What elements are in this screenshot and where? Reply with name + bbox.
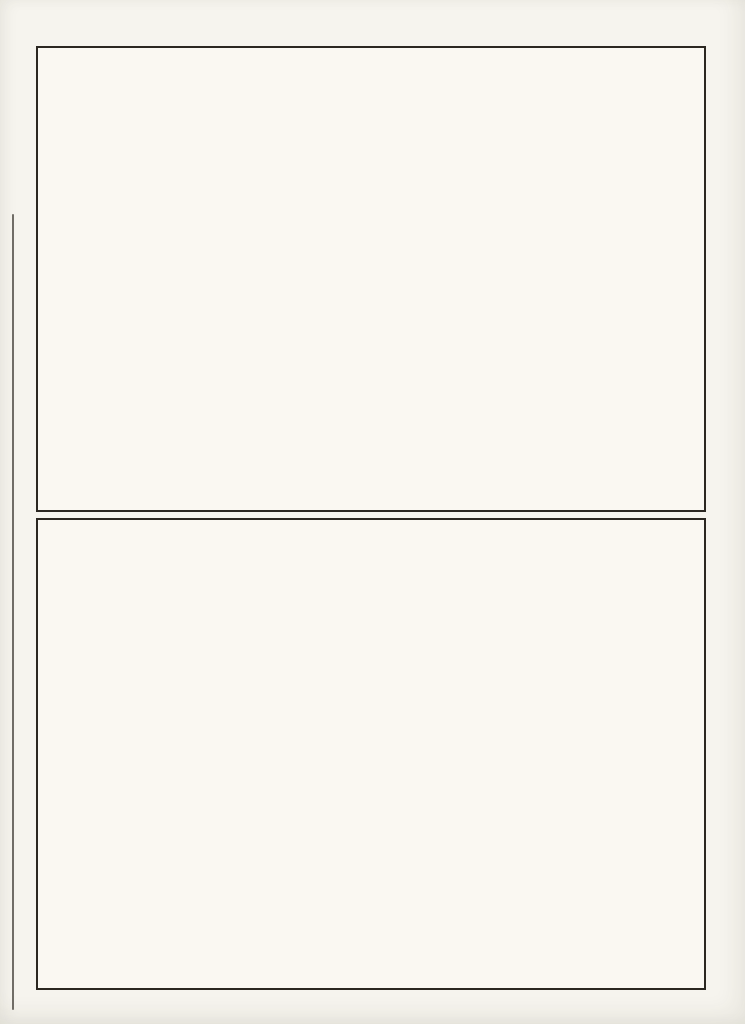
roster-table-bottom [36, 518, 706, 990]
scan-edge-artifact [12, 214, 14, 1010]
roster-table-top [36, 46, 706, 512]
